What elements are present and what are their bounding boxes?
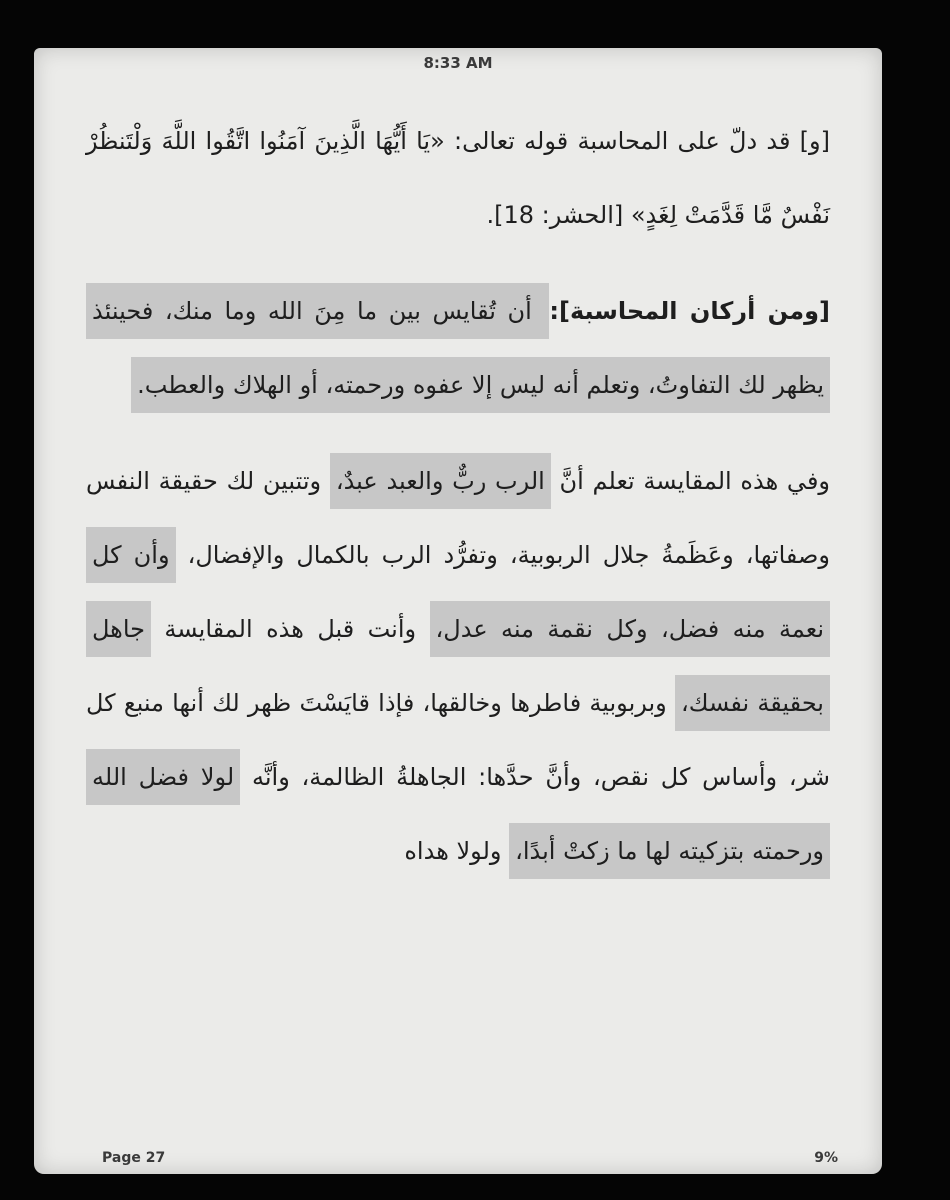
highlight[interactable]: الرب ربٌّ والعبد عبدٌ،: [330, 453, 551, 509]
text-run: ولولا هداه: [404, 837, 510, 865]
text-run: وفي هذه المقايسة تعلم أنَّ: [550, 467, 831, 495]
text-run: [و] قد دلّ على المحاسبة قوله تعالى: «يَا أَيُّهَا الَّذِينَ آمَنُوا اتَّقُوا اللَّهَ وَلْتَنظُرْ نَفْسٌ مَّا قَدَّمَتْ لِغَدٍ» [الحشر: 18].: [86, 127, 830, 229]
highlight[interactable]: لولا فضل الله ورحمته بتزكيته لها ما زكتْ أبدًا،: [86, 749, 830, 879]
paragraph-1: [86, 104, 830, 252]
reading-progress: 9%: [814, 1150, 838, 1166]
book-text[interactable]: [86, 104, 830, 888]
ereader-screen[interactable]: [34, 48, 882, 1174]
page-number: Page 27: [102, 1150, 166, 1166]
paragraph-3: [86, 444, 830, 888]
text-run: وبربوبية فاطرها وخالقها، فإذا قايَسْتَ ظهر لك أنها منبع كل شر، وأساس كل نقص، وأنَّ حدَّها: الجاهلةُ الظالمة، وأنَّه: [86, 689, 830, 791]
highlight[interactable]: أن تُقايس بين ما مِنَ الله وما منك، فحينئذ يظهر لك التفاوتُ، وتعلم أنه ليس إلا عفوه ورحمته، أو الهلاك والعطب.: [86, 283, 830, 413]
status-time: 8:33 AM: [423, 54, 493, 72]
text-run: وأنت قبل هذه المقايسة: [150, 615, 430, 643]
paragraph-2: [86, 274, 830, 422]
highlight[interactable]: وأن كل نعمة منه فضل، وكل نقمة منه عدل،: [86, 527, 830, 657]
text-run: وتتبين لك حقيقة النفس وصفاتها، وعَظَمةُ جلال الربوبية، وتفرُّد الرب بالكمال والإفضال،: [86, 467, 830, 569]
section-heading: [ومن أركان المحاسبة]:: [549, 297, 830, 325]
highlight[interactable]: جاهل بحقيقة نفسك،: [86, 601, 830, 731]
